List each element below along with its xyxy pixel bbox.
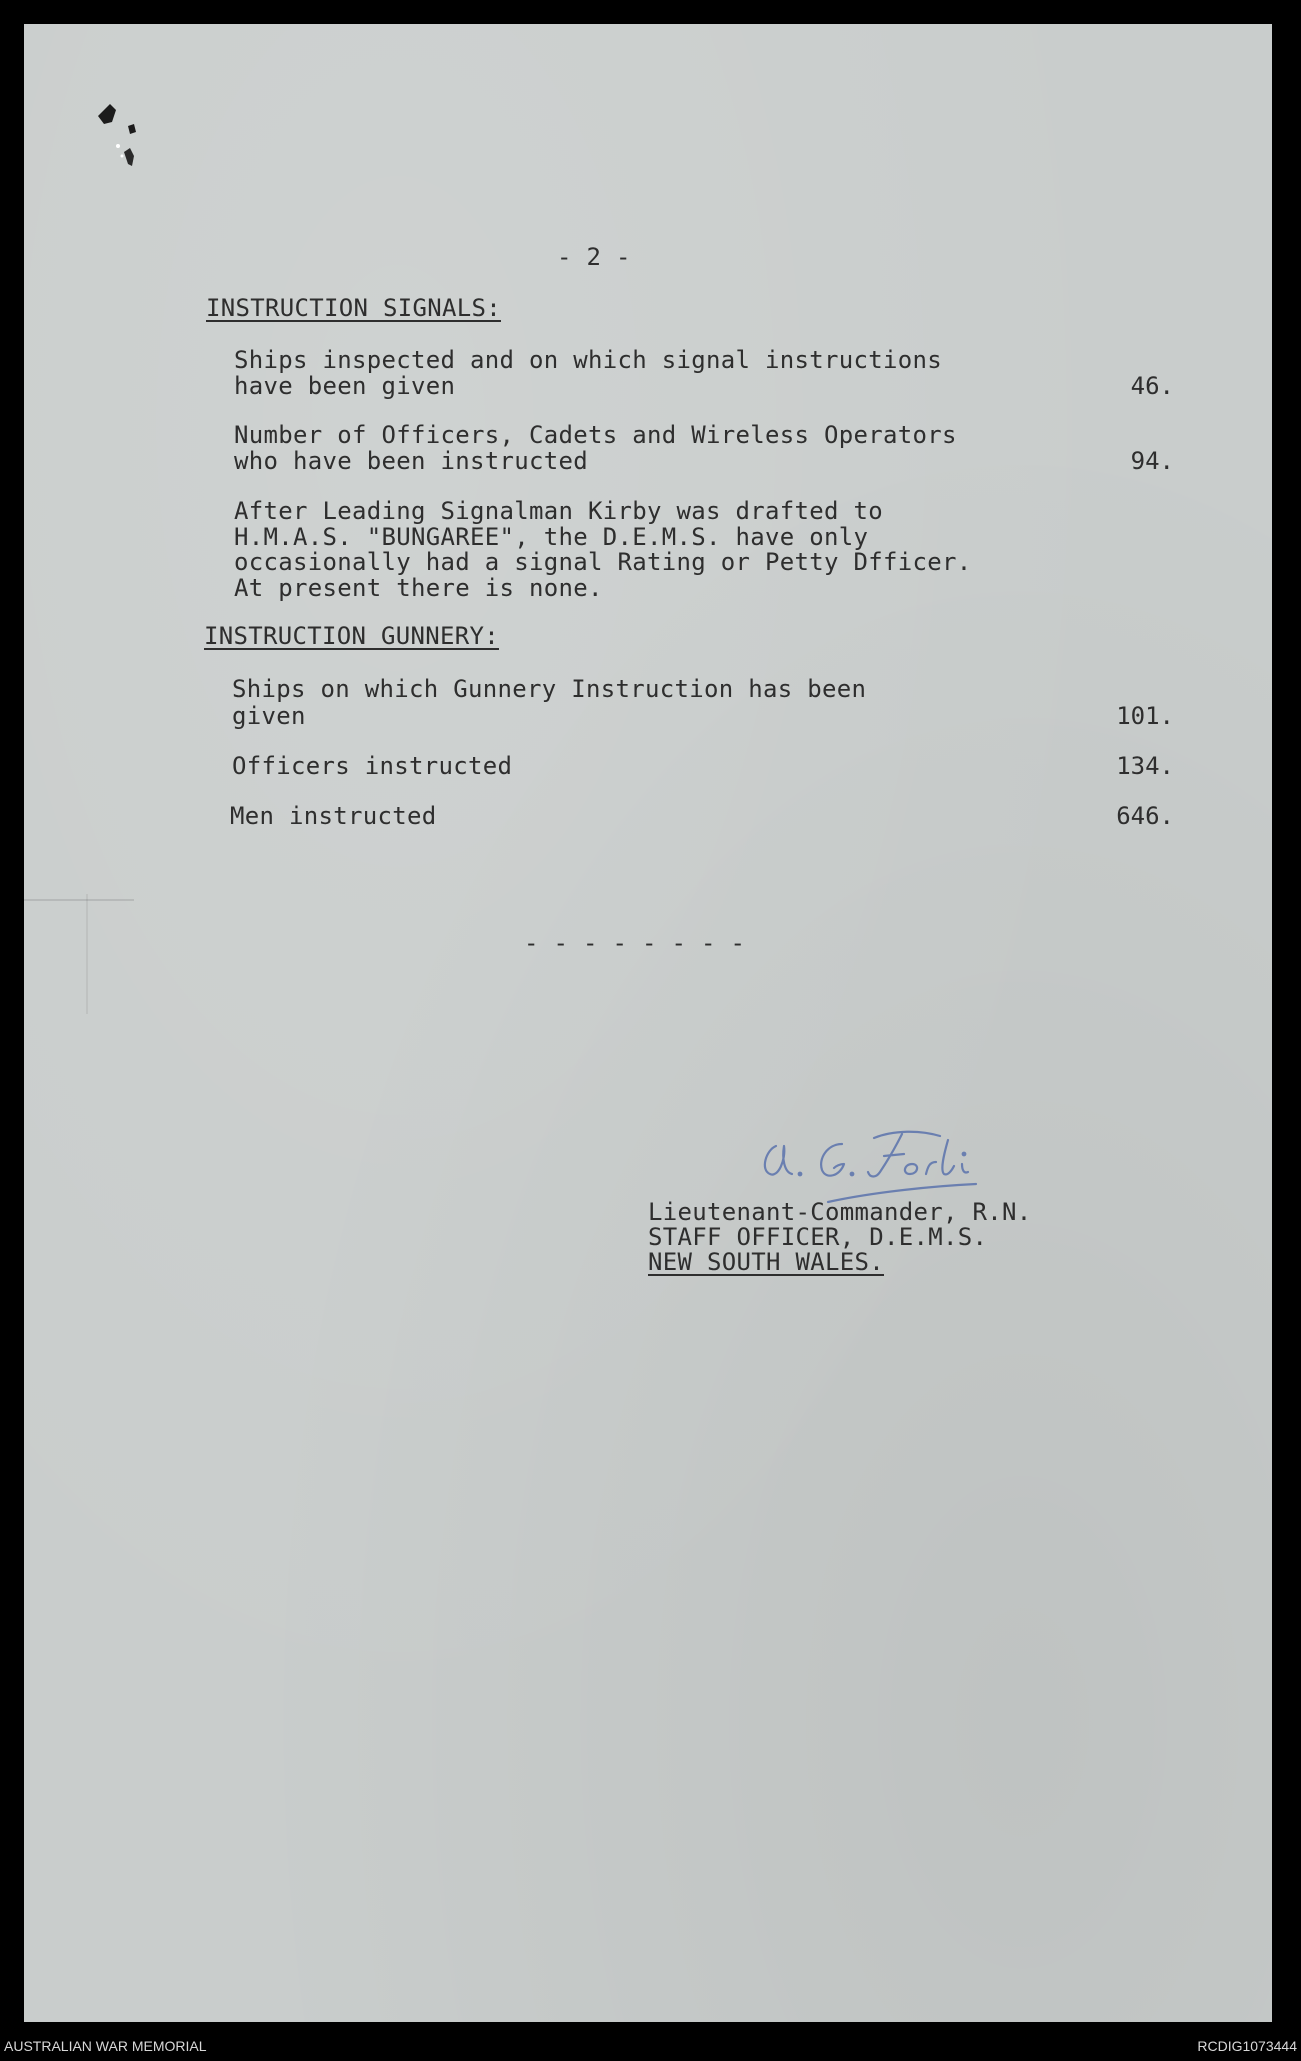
footer-archive-name: AUSTRALIAN WAR MEMORIAL [4,2038,207,2054]
signatory-rank: Lieutenant-Commander, R.N. [648,1198,1032,1226]
section-heading-signals: INSTRUCTION SIGNALS: [206,294,501,322]
gunnery-item-3-line1: Men instructed [230,802,437,830]
paper-damage-marks [94,74,174,184]
signals-note-line-2: H.M.A.S. "BUNGAREE", the D.E.M.S. have only [234,523,869,551]
handwritten-signature [744,1116,1044,1206]
gunnery-item-2-line1: Officers instructed [232,752,513,780]
signals-item-2-value: 94. [1130,447,1174,475]
gunnery-item-1-line2: given [232,702,306,730]
document-page [24,24,1272,2022]
section-separator: - - - - - - - - [524,929,746,957]
signals-item-2-line1: Number of Officers, Cadets and Wireless Operators [234,421,957,449]
section-heading-gunnery: INSTRUCTION GUNNERY: [204,622,499,650]
signals-item-2-line2: who have been instructed [234,447,588,475]
gunnery-item-1-value: 101. [1116,702,1174,730]
signatory-title: STAFF OFFICER, D.E.M.S. [648,1223,988,1251]
signals-note-line-1: After Leading Signalman Kirby was drafted to [234,497,883,525]
signals-item-1-line2: have been given [234,372,456,400]
gunnery-item-1-line1: Ships on which Gunnery Instruction has been [232,675,867,703]
signals-item-1-line1: Ships inspected and on which signal instructions [234,346,942,374]
gunnery-item-3-value: 646. [1116,802,1174,830]
paper-fold-mark [24,899,134,901]
signals-note-line-4: At present there is none. [234,574,603,602]
footer-record-id: RCDIG1073444 [1197,2038,1297,2054]
signals-item-1-value: 46. [1130,372,1174,400]
gunnery-item-2-value: 134. [1116,752,1174,780]
signals-note-line-3: occasionally had a signal Rating or Petty Dfficer. [234,548,972,576]
signatory-region: NEW SOUTH WALES. [648,1248,884,1276]
page-number: - 2 - [557,243,631,271]
paper-crease [86,894,88,1014]
